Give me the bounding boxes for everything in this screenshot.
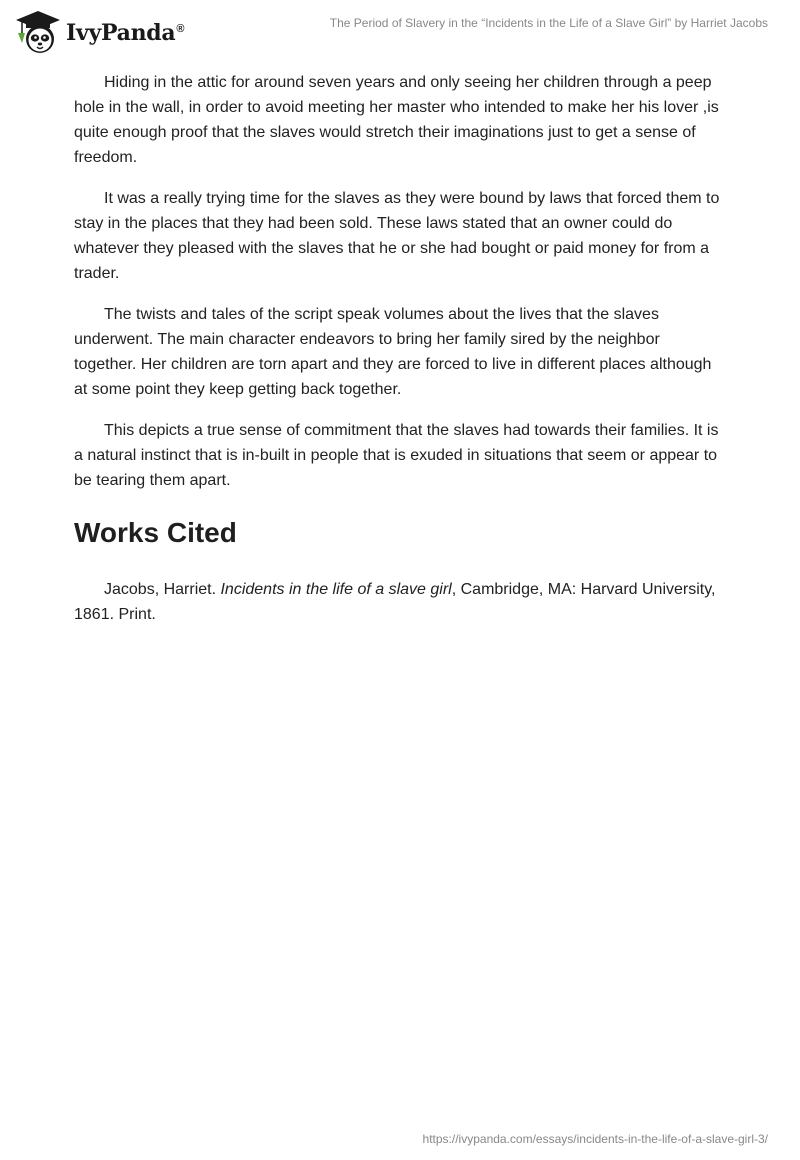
body-paragraph: Hiding in the attic for around seven years and only seeing her children through a peep hole in the wall, in order to avoid meeting her master who intended to make her his lover ,is quite enough proof that the slaves would stretch their imaginations just to get a sense of freedom.: [74, 74, 719, 166]
registered-mark: ®: [176, 22, 185, 35]
citation-title: Incidents in the life of a slave girl: [220, 581, 452, 598]
page-header: [0, 0, 800, 60]
body-paragraph: This depicts a true sense of commitment that the slaves had towards their families. It is a natural instinct that is in-built in people that is exuded in situations that seem or appear to be tearing them apart.: [74, 422, 719, 489]
source-url[interactable]: https://ivypanda.com/essays/incidents-in-the-life-of-a-slave-girl-3/: [422, 1132, 768, 1146]
ivypanda-logo[interactable]: [14, 8, 184, 56]
logo-text: IvyPanda: [66, 20, 176, 46]
citation-author: Jacobs, Harriet.: [104, 581, 221, 598]
citation-details: , Cambridge, MA: Harvard University, 1861. Print.: [74, 581, 716, 623]
works-cited-heading: Works Cited: [74, 517, 237, 548]
logo-wordmark: [66, 20, 184, 46]
panda-graduation-cap-icon: [14, 9, 62, 55]
essay-content: [74, 70, 724, 627]
citation-entry: [74, 577, 724, 627]
document-title: The Period of Slavery in the “Incidents in the Life of a Slave Girl” by Harriet Jacobs: [329, 16, 768, 30]
body-paragraph: It was a really trying time for the slaves as they were bound by laws that forced them to stay in the places that they had been sold. These laws stated that an owner could do whatever they pleased with the slaves that he or she had bought or paid money for from a trader.: [74, 190, 720, 282]
body-paragraph: The twists and tales of the script speak volumes about the lives that the slaves underwent. The main character endeavors to bring her family sired by the neighbor together. Her children are torn apart and they are forced to live in different places although at some point they keep getting back together.: [74, 306, 712, 398]
